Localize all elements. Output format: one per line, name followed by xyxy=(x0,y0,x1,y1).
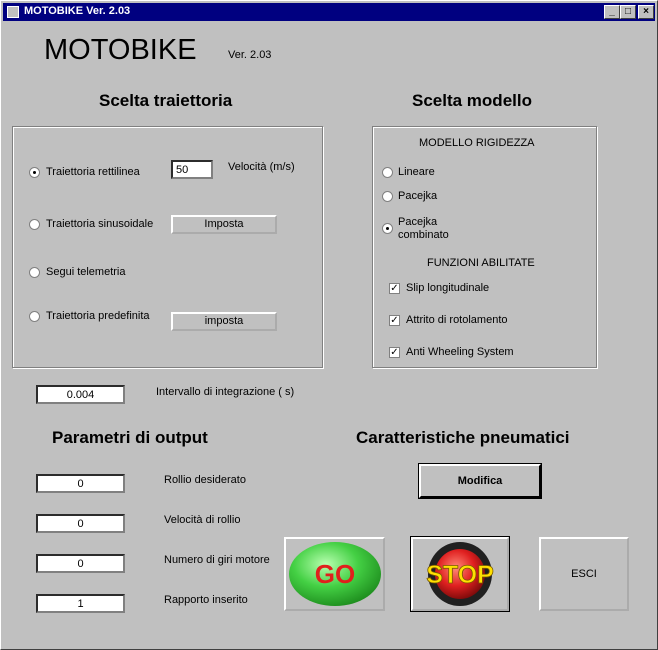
function-rolling-friction-label[interactable]: Attrito di rotolamento xyxy=(406,314,508,326)
exit-button[interactable]: ESCI xyxy=(539,537,629,611)
output-engine-rpm-field[interactable]: 0 xyxy=(36,554,125,573)
app-name: MOTOBIKE xyxy=(44,34,197,66)
go-button-graphic xyxy=(286,539,383,609)
output-roll-desired-label: Rollio desiderato xyxy=(164,474,246,486)
speed-label: Velocità (m/s) xyxy=(228,161,295,173)
close-button[interactable]: × xyxy=(638,5,654,19)
radio-model-pacejka-combined[interactable] xyxy=(382,223,393,234)
sinusoidal-set-button[interactable]: Imposta xyxy=(171,215,277,234)
trajectory-option-sinusoidal[interactable]: Traiettoria sinusoidale xyxy=(46,218,154,230)
app-version: Ver. 2.03 xyxy=(228,49,272,61)
model-option-pacejka[interactable]: Pacejka xyxy=(398,190,438,202)
trajectory-heading: Scelta traiettoria xyxy=(99,91,233,110)
stiffness-heading: MODELLO RIGIDEZZA xyxy=(419,137,535,149)
function-anti-wheeling-label[interactable]: Anti Wheeling System xyxy=(406,346,514,358)
model-option-linear[interactable]: Lineare xyxy=(398,166,435,178)
window-title: MOTOBIKE Ver. 2.03 xyxy=(24,5,131,17)
output-roll-desired-field[interactable]: 0 xyxy=(36,474,125,493)
output-engine-rpm-label: Numero di giri motore xyxy=(164,554,270,566)
go-button[interactable] xyxy=(284,537,385,611)
stop-button[interactable] xyxy=(411,537,509,611)
output-gear-field[interactable]: 1 xyxy=(36,594,125,613)
integration-interval-label: Intervallo di integrazione ( s) xyxy=(156,386,295,398)
go-label: GO xyxy=(314,559,356,589)
model-group xyxy=(372,126,597,368)
minimize-button[interactable]: _ xyxy=(604,5,620,19)
stop-label: STOP xyxy=(426,561,494,589)
checkbox-slip[interactable]: ✓ xyxy=(390,283,399,294)
speed-input[interactable]: 50 xyxy=(171,160,213,179)
output-roll-rate-label: Velocità di rollio xyxy=(164,514,241,526)
checkbox-anti-wheeling[interactable]: ✓ xyxy=(390,347,399,358)
output-gear-label: Rapporto inserito xyxy=(164,594,248,606)
function-slip-label[interactable]: Slip longitudinale xyxy=(406,282,490,294)
app-icon xyxy=(7,6,19,18)
tyres-heading: Caratteristiche pneumatici xyxy=(356,428,570,447)
radio-trajectory-straight[interactable] xyxy=(29,167,40,178)
output-heading: Parametri di output xyxy=(52,428,208,447)
integration-interval-input[interactable]: 0.004 xyxy=(36,385,125,404)
predefined-set-button[interactable]: imposta xyxy=(171,312,277,331)
checkbox-rolling-friction[interactable]: ✓ xyxy=(390,315,399,326)
stop-button-graphic xyxy=(413,539,507,609)
model-heading: Scelta modello xyxy=(412,91,532,110)
trajectory-option-telemetry[interactable]: Segui telemetria xyxy=(46,266,126,278)
trajectory-option-predefined[interactable]: Traiettoria predefinita xyxy=(46,310,150,322)
title-bar[interactable] xyxy=(3,3,655,21)
radio-model-pacejka[interactable] xyxy=(382,191,393,202)
output-roll-rate-field[interactable]: 0 xyxy=(36,514,125,533)
radio-trajectory-predefined[interactable] xyxy=(29,311,40,322)
modify-tyres-button[interactable]: Modifica xyxy=(419,464,541,498)
maximize-button[interactable]: □ xyxy=(620,5,636,19)
radio-model-linear[interactable] xyxy=(382,167,393,178)
radio-trajectory-sinusoidal[interactable] xyxy=(29,219,40,230)
model-option-pacejka-combined[interactable]: Pacejka combinato xyxy=(398,216,449,241)
radio-trajectory-telemetry[interactable] xyxy=(29,267,40,278)
functions-heading: FUNZIONI ABILITATE xyxy=(427,257,535,269)
trajectory-option-straight[interactable]: Traiettoria rettilinea xyxy=(46,166,140,178)
